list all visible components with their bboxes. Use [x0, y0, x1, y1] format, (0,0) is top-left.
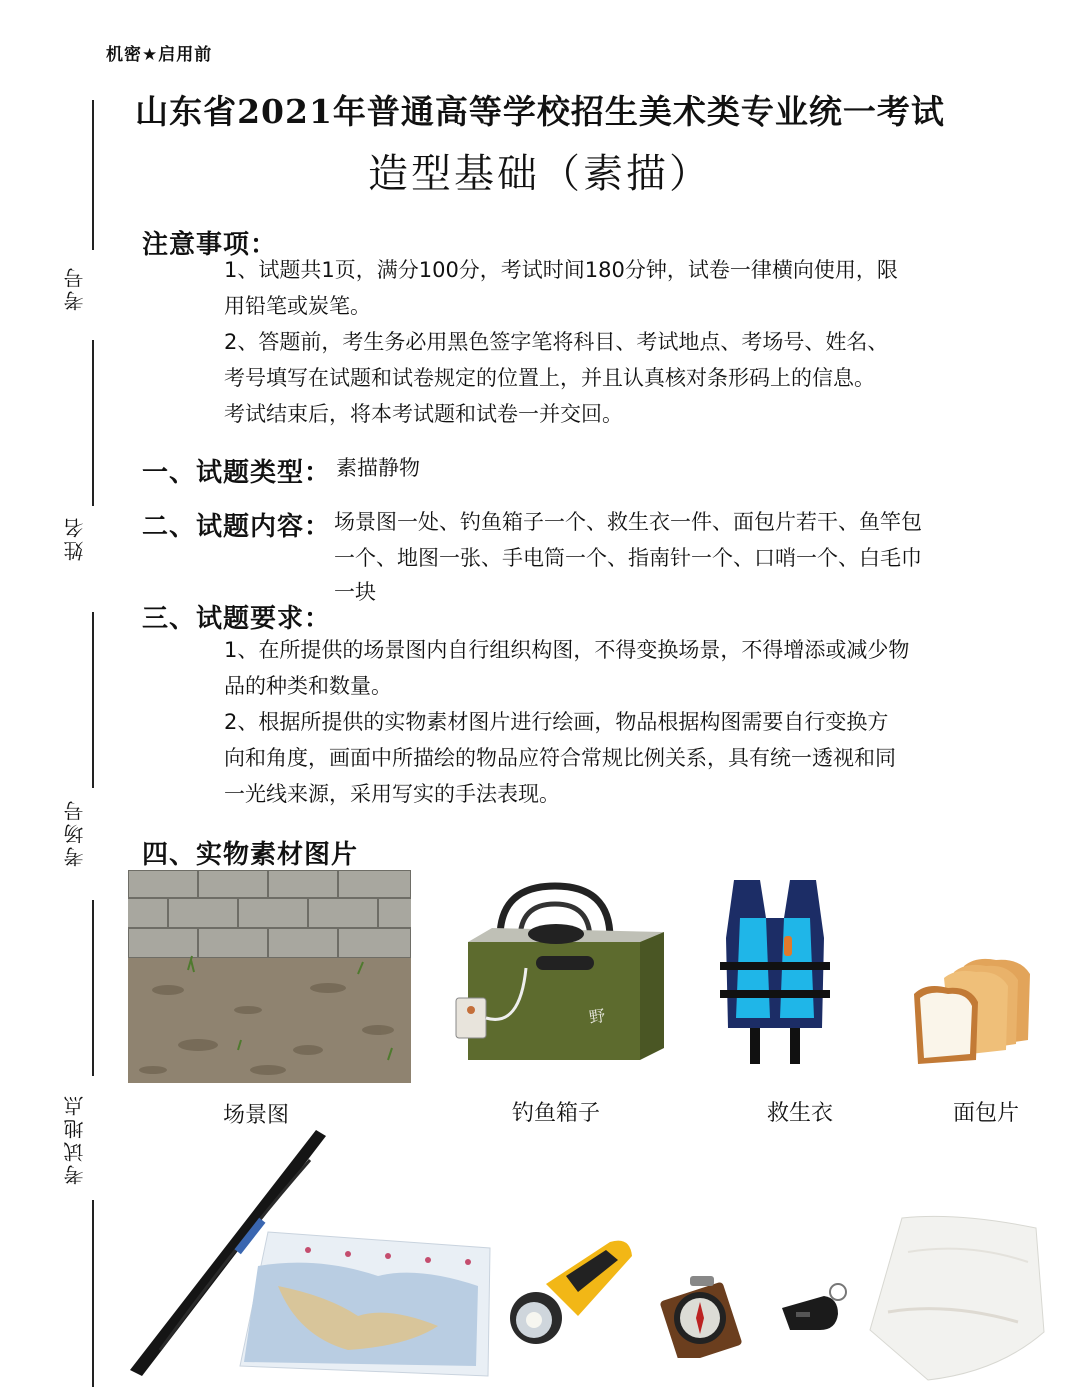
margin-line: [92, 340, 94, 506]
notice-line: 考号填写在试题和试卷规定的位置上，并且认真核对条形码上的信息。: [224, 366, 875, 390]
section2-line: 一块: [334, 580, 376, 604]
margin-label-name: 姓名: [63, 515, 87, 561]
notice-line: 考试结束后，将本考试题和试卷一并交回。: [224, 402, 623, 426]
caption-bread: 面包片: [952, 1101, 1019, 1126]
section2-line: 一个、地图一张、手电筒一个、指南针一个、口哨一个、白毛巾: [334, 546, 922, 570]
margin-line: [92, 612, 94, 788]
flashlight-photo: [506, 1236, 636, 1344]
notice-line: 2、答题前，考生务必用黑色签字笔将科目、考试地点、考场号、姓名、: [224, 330, 889, 354]
towel-photo: [868, 1212, 1048, 1382]
section1-heading: 一、试题类型：: [142, 458, 332, 488]
section3-heading: 三、试题要求：: [142, 604, 332, 634]
section2-heading: 二、试题内容：: [142, 512, 332, 542]
caption-scene: 场景图: [222, 1103, 289, 1128]
notice-text: [224, 252, 898, 432]
notice-line: 用铅笔或炭笔。: [224, 294, 371, 318]
compass-photo: [660, 1268, 750, 1358]
whistle-photo: [776, 1278, 850, 1342]
margin-label-exam-number: 考号: [63, 265, 87, 311]
margin-line: [92, 100, 94, 250]
bread-photo: [912, 956, 1036, 1066]
margin-label-exam-location: 考试地点: [63, 1093, 87, 1185]
margin-line: [92, 900, 94, 1076]
exam-subtitle: 造型基础（素描）: [368, 151, 712, 197]
section3-text: [224, 632, 909, 812]
section2-line: 场景图一处、钓鱼箱子一个、救生衣一件、面包片若干、鱼竿包: [334, 510, 922, 534]
life-vest-photo: [710, 878, 840, 1068]
section1-text: 素描静物: [336, 456, 420, 480]
section4-heading: 四、实物素材图片: [142, 840, 359, 870]
requirement-line: 品的种类和数量。: [224, 674, 392, 698]
caption-fishing-box: 钓鱼箱子: [511, 1101, 600, 1126]
exam-title: 山东省2021年普通高等学校招生美术类专业统一考试: [135, 92, 945, 131]
map-photo: [238, 1226, 494, 1382]
svg-text:野: 野: [587, 1005, 607, 1027]
notice-heading: 注意事项：: [142, 230, 278, 260]
margin-label-exam-room: 考场号: [63, 798, 87, 868]
margin-line: [92, 1200, 94, 1387]
fishing-box-photo: [440, 878, 670, 1078]
confidential-label: 机密★启用前: [106, 45, 213, 65]
section2-text: [334, 504, 922, 610]
requirement-line: 向和角度，画面中所描绘的物品应符合常规比例关系，具有统一透视和同: [224, 746, 896, 770]
requirement-line: 一光线来源，采用写实的手法表现。: [224, 782, 560, 806]
caption-life-vest: 救生衣: [766, 1101, 833, 1126]
notice-line: 1、试题共1页，满分100分，考试时间180分钟，试卷一律横向使用，限: [224, 258, 898, 282]
requirement-line: 1、在所提供的场景图内自行组织构图，不得变换场景，不得增添或减少物: [224, 638, 910, 662]
requirement-line: 2、根据所提供的实物素材图片进行绘画，物品根据构图需要自行变换方: [224, 710, 889, 734]
scene-photo: [128, 870, 411, 1083]
